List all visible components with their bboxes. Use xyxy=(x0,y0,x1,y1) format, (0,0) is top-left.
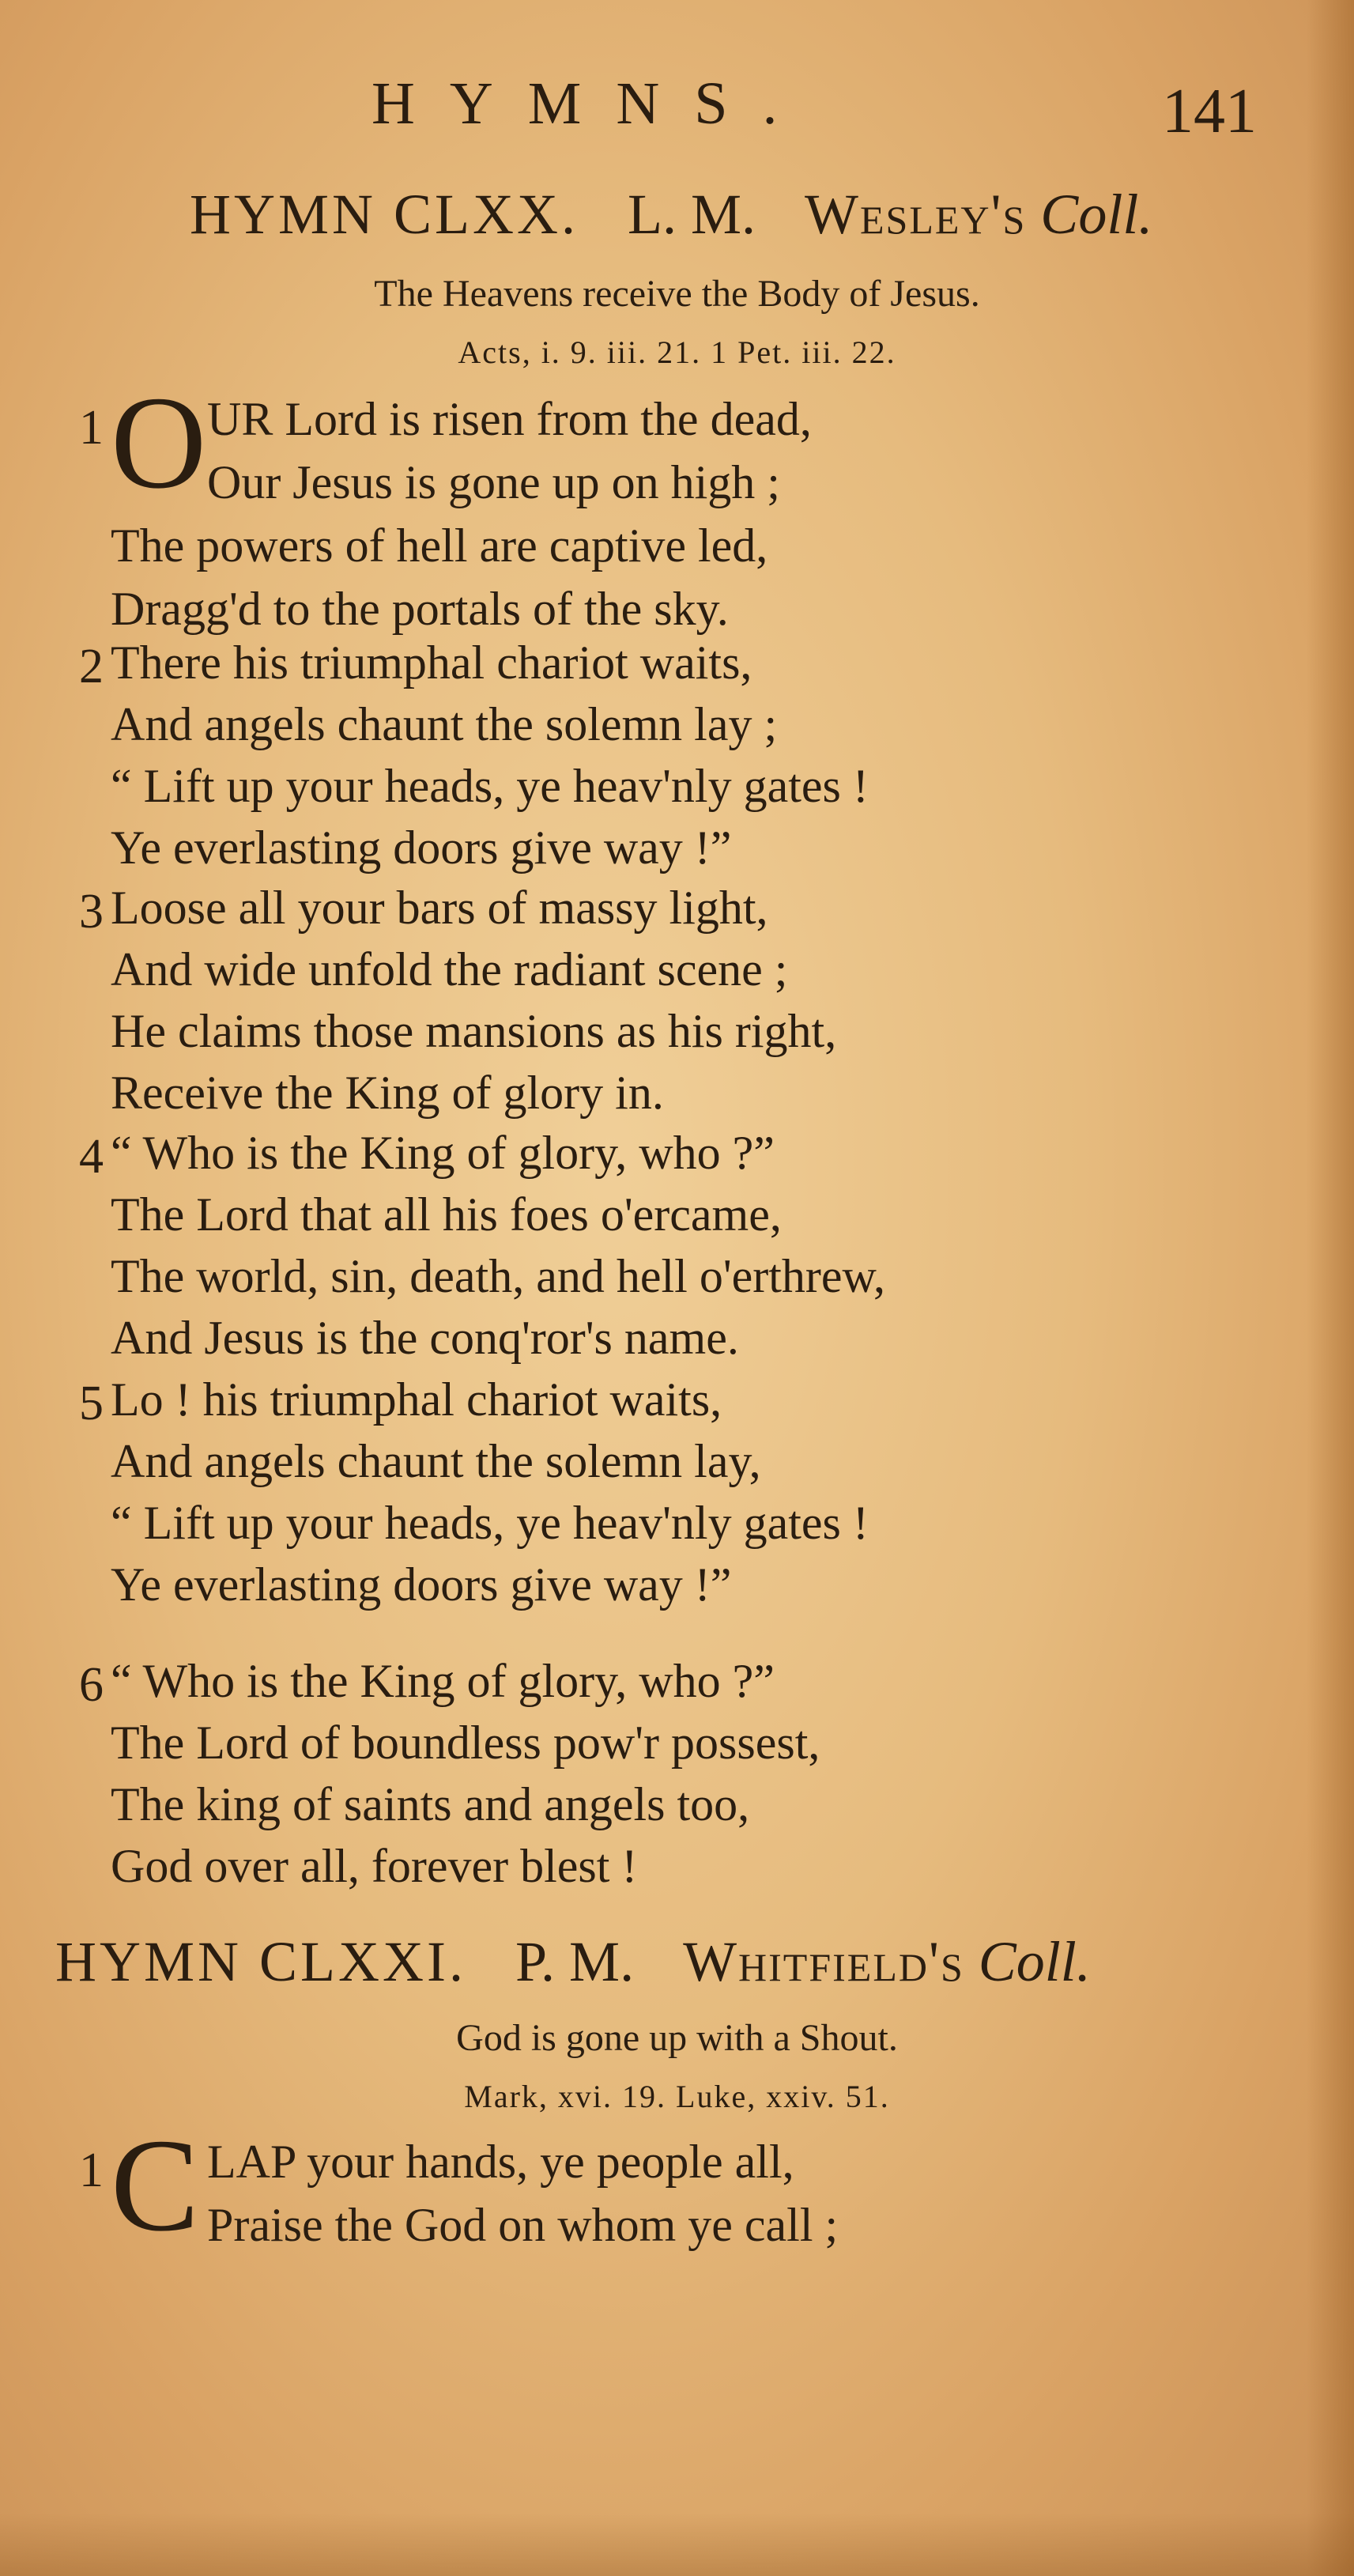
scripture-references: Mark, xvi. 19. Luke, xxiv. 51. xyxy=(464,2079,890,2114)
verse-line: LAP your hands, ye people all, xyxy=(207,2136,794,2188)
hymn-collection-abbr: Coll. xyxy=(1040,183,1153,246)
hymn-collection: Wesley's xyxy=(805,183,1027,246)
verse-line: And Jesus is the conq'ror's name. xyxy=(111,1312,739,1364)
hymn-title: HYMN CLXX. xyxy=(190,183,579,246)
verse-line: Our Jesus is gone up on high ; xyxy=(207,456,780,508)
verse-number: 5 xyxy=(79,1377,104,1430)
drop-cap: C xyxy=(111,2112,200,2259)
page-edge-shadow xyxy=(1307,0,1354,2576)
hymn-header xyxy=(55,1929,1091,1995)
scripture-references: Acts, i. 9. iii. 21. 1 Pet. iii. 22. xyxy=(458,334,896,370)
running-head: HYMNS. xyxy=(372,70,813,137)
verse-line: The king of saints and angels too, xyxy=(111,1778,750,1830)
verse-line: “ Lift up your heads, ye heav'nly gates ! xyxy=(111,1497,869,1549)
hymn-subtitle: The Heavens receive the Body of Jesus. xyxy=(374,273,980,315)
verse-line: The powers of hell are captive led, xyxy=(111,519,768,572)
verse-line: “ Who is the King of glory, who ?” xyxy=(111,1127,775,1179)
hymn-header xyxy=(190,182,1217,247)
verse-line: Ye everlasting doors give way !” xyxy=(111,1558,732,1611)
verse-line: Loose all your bars of massy light, xyxy=(111,882,768,934)
verse-line: Lo ! his triumphal chariot waits, xyxy=(111,1373,722,1426)
page-number: 141 xyxy=(1162,77,1257,146)
verse-line: The Lord that all his foes o'ercame, xyxy=(111,1188,782,1241)
verse-line: There his triumphal chariot waits, xyxy=(111,636,752,689)
verse-number: 1 xyxy=(79,2144,104,2197)
hymn-subtitle: God is gone up with a Shout. xyxy=(456,2017,898,2059)
verse-line: “ Lift up your heads, ye heav'nly gates ! xyxy=(111,760,869,812)
verse-line: And angels chaunt the solemn lay, xyxy=(111,1435,761,1487)
verse-line: Praise the God on whom ye call ; xyxy=(207,2199,839,2251)
hymn-collection: Whitfield's xyxy=(683,1930,964,1993)
verse-line: God over all, forever blest ! xyxy=(111,1840,638,1892)
verse-line: Receive the King of glory in. xyxy=(111,1067,664,1119)
verse-line: And wide unfold the radiant scene ; xyxy=(111,943,788,995)
verse-number: 3 xyxy=(79,885,104,939)
verse-number: 2 xyxy=(79,640,104,693)
verse-line: Ye everlasting doors give way !” xyxy=(111,822,732,874)
verse-line: The Lord of boundless pow'r possest, xyxy=(111,1717,820,1769)
verse-number: 1 xyxy=(79,401,104,455)
hymn-title: HYMN CLXXI. xyxy=(55,1930,466,1993)
verse-line: Dragg'd to the portals of the sky. xyxy=(111,583,729,635)
verse-line: UR Lord is risen from the dead, xyxy=(207,393,812,445)
hymn-collection-abbr: Coll. xyxy=(978,1930,1091,1993)
verse-line: “ Who is the King of glory, who ?” xyxy=(111,1655,775,1707)
page-bottom-shadow xyxy=(0,2513,1354,2576)
verse-number: 6 xyxy=(79,1658,104,1712)
verse-line: He claims those mansions as his right, xyxy=(111,1005,837,1057)
drop-cap: O xyxy=(111,369,207,516)
hymn-meter: L. M. xyxy=(628,183,756,246)
verse-number: 4 xyxy=(79,1130,104,1184)
hymn-meter: P. M. xyxy=(515,1930,635,1993)
verse-line: The world, sin, death, and hell o'erthrew, xyxy=(111,1250,885,1302)
verse-line: And angels chaunt the solemn lay ; xyxy=(111,698,778,750)
